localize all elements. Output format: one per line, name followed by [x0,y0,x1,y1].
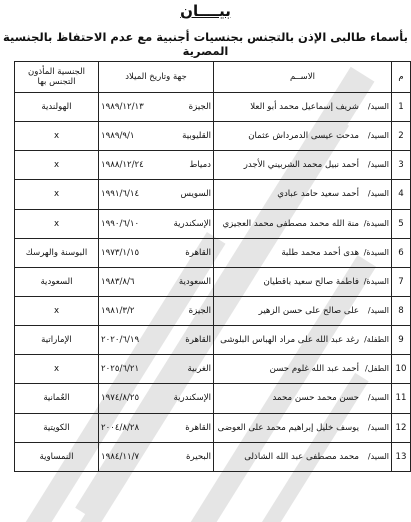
row-nationality: الإماراتية [15,326,99,355]
table-row [15,384,411,413]
row-birth-place: الغربية [187,364,211,375]
applicants-table [14,61,411,472]
table-row [15,355,411,384]
row-name: على صالح على حسن الزهير [258,306,359,317]
row-number: 2 [392,122,411,151]
row-name-cell [214,238,392,267]
row-birth-date: ١٩٩٠/٦/١٠ [101,218,140,229]
row-title: السيد/ [367,306,389,316]
row-nationality: x [15,355,99,384]
row-birth-place: الجيزة [188,306,211,317]
row-birth-cell [99,296,214,325]
row-name-cell [214,180,392,209]
row-birth-cell [99,122,214,151]
row-name-cell [214,296,392,325]
document-title: بيــــان [180,2,231,20]
row-name-cell [214,442,392,471]
row-nationality: العُمانية [15,384,99,413]
table-row [15,326,411,355]
row-title: السيدة/ [363,247,389,257]
row-birth-place: السعودية [178,276,211,287]
row-birth-cell [99,238,214,267]
row-name: أحمد عبد الله غلوم حسن [269,364,359,375]
row-title: السيد/ [367,189,389,199]
row-name-cell [214,209,392,238]
row-birth-cell [99,209,214,238]
row-birth-place: الجيزة [188,102,211,113]
row-nationality: x [15,180,99,209]
row-birth-date: ٢٠٠٤/٨/٢٨ [101,422,140,433]
header-nationality: الجنسية المأذون التجنس بها [15,62,99,93]
row-birth-date: ١٩٨٣/٨/٦ [101,276,135,287]
row-birth-cell [99,267,214,296]
row-name-cell [214,93,392,122]
row-nationality: x [15,122,99,151]
row-title: السيد/ [367,393,389,403]
row-number: 12 [392,413,411,442]
row-birth-place: القاهرة [185,247,211,258]
row-birth-cell [99,384,214,413]
row-birth-cell [99,151,214,180]
row-birth-date: ١٩٧٣/١/١٥ [101,247,140,258]
row-name-cell [214,267,392,296]
row-title: السيد/ [367,131,389,141]
row-number: 7 [392,267,411,296]
row-birth-cell [99,442,214,471]
row-birth-date: ٢٠٢٠/٦/١٩ [101,335,140,346]
row-name-cell [214,326,392,355]
row-birth-place: السويس [180,189,211,200]
document-subtitle: بأسماء طالبى الإذن بالتجنس بجنسيات أجنبية مع عدم الاحتفاظ بالجنسية المصرية [3,30,408,58]
row-number: 8 [392,296,411,325]
row-birth-date: ١٩٨٩/٩/١ [101,131,135,142]
row-number: 1 [392,93,411,122]
row-title: السيد/ [367,102,389,112]
row-number: 9 [392,326,411,355]
row-nationality: x [15,296,99,325]
row-birth-cell [99,93,214,122]
row-birth-place: القاهرة [185,335,211,346]
row-name: مدحت عيسى الدمرداش عثمان [248,131,359,142]
row-birth-place: الإسكندرية [173,218,211,229]
row-name: منة الله محمد مصطفى محمد العجيزي [222,218,359,229]
row-name-cell [214,122,392,151]
row-title: الطفل/ [364,364,389,374]
row-nationality: البوسنة والهرسك [15,238,99,267]
table-row [15,267,411,296]
table-row [15,122,411,151]
row-nationality: النمساوية [15,442,99,471]
row-birth-date: ١٩٨١/٣/٢ [101,306,135,317]
table-row [15,296,411,325]
row-number: 10 [392,355,411,384]
row-name: أحمد سعيد حامد عبادي [277,189,359,200]
row-name-cell [214,355,392,384]
row-name: شريف إسماعيل محمد أبو العلا [250,102,359,113]
row-number: 4 [392,180,411,209]
row-title: السيد/ [367,160,389,170]
row-name: هدى أحمد محمد طلبة [281,247,359,258]
row-name: يوسف خليل إبراهيم محمد على العوضى [217,422,359,433]
table-row [15,180,411,209]
table-header-row [15,62,411,93]
table-body [15,93,411,472]
row-number: 6 [392,238,411,267]
row-birth-date: ١٩٧٤/٨/٢٥ [101,393,140,404]
row-name-cell [214,151,392,180]
row-birth-cell [99,413,214,442]
row-name-cell [214,384,392,413]
row-number: 11 [392,384,411,413]
row-birth-cell [99,326,214,355]
row-name: محمد مصطفى عبد الله الشاذلى [244,451,359,462]
row-name: رغد عبد الله على مراد الهباس البلوشى [220,335,359,346]
row-name: أحمد نبيل محمد الشربيني الأجدر [243,160,359,171]
row-title: السيد/ [367,422,389,432]
table-row [15,238,411,267]
row-nationality: x [15,151,99,180]
row-title: السيدة/ [363,276,389,286]
row-birth-cell [99,180,214,209]
row-birth-date: ١٩٨٤/١١/٧ [101,451,140,462]
row-number: 5 [392,209,411,238]
row-name: حسن محمد حسن محمد [272,393,359,404]
row-birth-place: القاهرة [185,422,211,433]
header-number: م [392,62,411,93]
row-name: فاطمة صالح سعيد باقطيان [263,276,359,287]
row-birth-date: ١٩٨٩/١٢/١٣ [101,102,144,113]
row-nationality: الهولندية [15,93,99,122]
row-birth-date: ١٩٨٨/١٢/٢٤ [101,160,144,171]
row-number: 13 [392,442,411,471]
row-number: 3 [392,151,411,180]
row-name-cell [214,413,392,442]
row-nationality: x [15,209,99,238]
table-row [15,413,411,442]
table-row [15,442,411,471]
row-birth-place: القليوبية [182,131,211,142]
row-title: السيد/ [367,451,389,461]
header-birth: جهة وتاريخ الميلاد [99,62,214,93]
row-birth-place: البحيرة [186,451,211,462]
row-title: الطفلة/ [364,335,389,345]
row-nationality: السعودية [15,267,99,296]
table-row [15,151,411,180]
row-birth-date: ١٩٩١/٦/١٤ [101,189,140,200]
row-birth-place: الإسكندرية [173,393,211,404]
row-birth-place: دمياط [189,160,211,171]
row-nationality: الكويتية [15,413,99,442]
header-name: الاســم [214,62,392,93]
table-row [15,209,411,238]
table-row [15,93,411,122]
row-birth-date: ٢٠٢٥/٦/٢١ [101,364,140,375]
row-title: السيدة/ [363,218,389,228]
row-birth-cell [99,355,214,384]
